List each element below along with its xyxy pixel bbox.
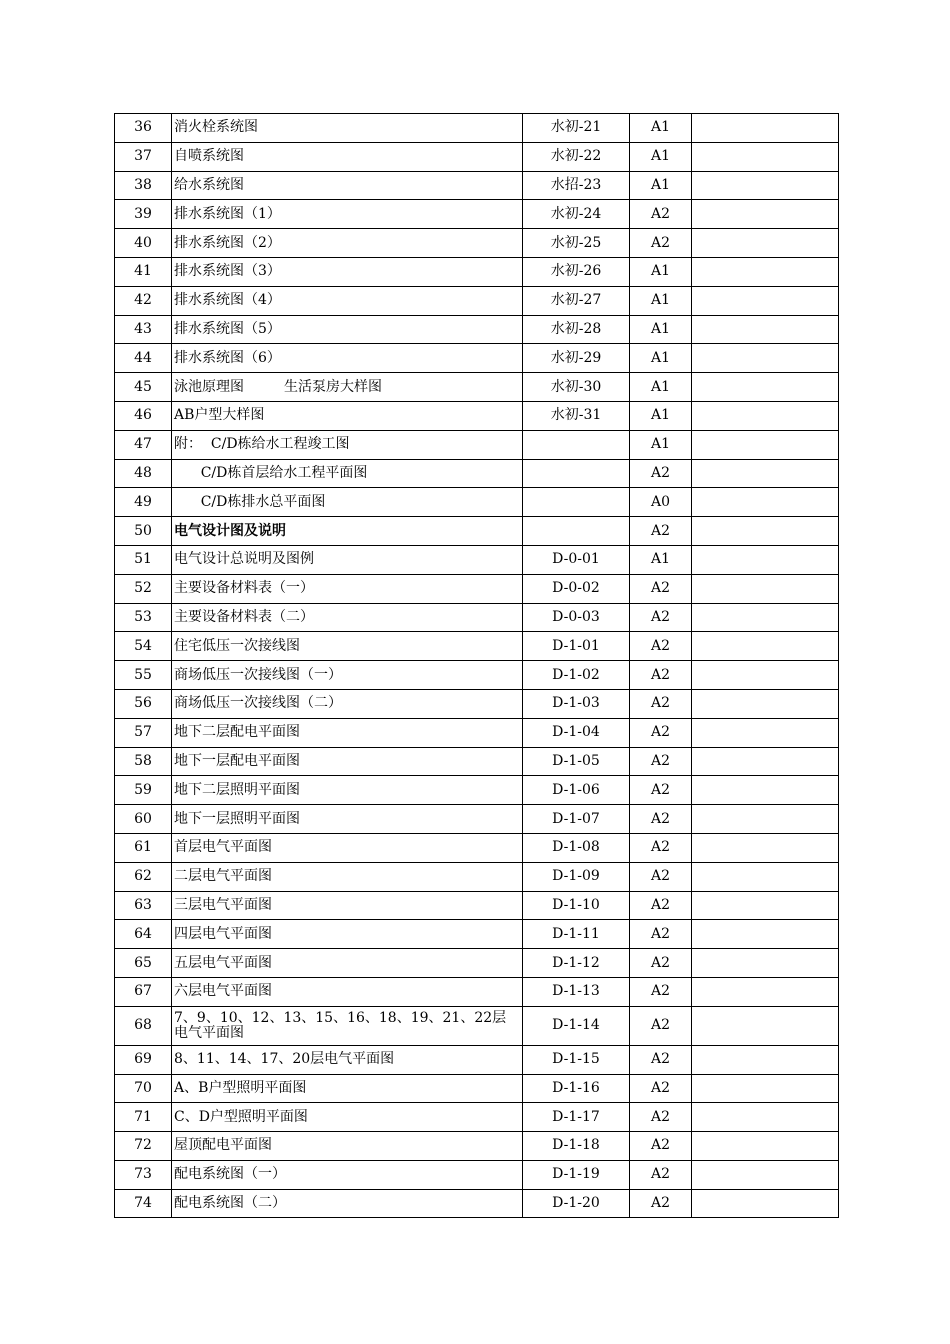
sheet-size-cell: A2 xyxy=(630,1045,692,1074)
remarks-cell xyxy=(692,1160,839,1189)
drawing-code-cell: D-1-11 xyxy=(523,920,630,949)
table-row xyxy=(115,747,839,776)
drawing-code-cell xyxy=(523,459,630,488)
drawing-code-cell: D-1-13 xyxy=(523,977,630,1006)
remarks-cell xyxy=(692,430,839,459)
drawing-code-cell: D-1-07 xyxy=(523,805,630,834)
table-row xyxy=(115,315,839,344)
row-number-cell: 56 xyxy=(115,689,172,718)
drawing-code-cell xyxy=(523,430,630,459)
row-number-cell: 69 xyxy=(115,1045,172,1074)
drawing-code-cell: 水初-26 xyxy=(523,257,630,286)
table-row xyxy=(115,430,839,459)
table-row xyxy=(115,344,839,373)
remarks-cell xyxy=(692,459,839,488)
drawing-code-cell: 水初-27 xyxy=(523,286,630,315)
row-number-cell: 47 xyxy=(115,430,172,459)
sheet-size-cell: A2 xyxy=(630,459,692,488)
drawing-code-cell: D-1-03 xyxy=(523,689,630,718)
table-row xyxy=(115,545,839,574)
sheet-size-cell: A2 xyxy=(630,920,692,949)
remarks-cell xyxy=(692,114,839,143)
row-number-cell: 68 xyxy=(115,1006,172,1045)
sheet-size-cell: A2 xyxy=(630,805,692,834)
drawing-title-cell: 给水系统图 xyxy=(172,171,523,200)
sheet-size-cell: A2 xyxy=(630,229,692,258)
drawing-title-cell: C/D栋首层给水工程平面图 xyxy=(172,459,523,488)
remarks-cell xyxy=(692,1074,839,1103)
table-row xyxy=(115,574,839,603)
table-row xyxy=(115,488,839,517)
drawing-title-cell: 排水系统图（5） xyxy=(172,315,523,344)
sheet-size-cell: A1 xyxy=(630,114,692,143)
sheet-size-cell: A2 xyxy=(630,833,692,862)
table-row xyxy=(115,1103,839,1132)
sheet-size-cell: A2 xyxy=(630,1189,692,1218)
row-number-cell: 58 xyxy=(115,747,172,776)
drawing-title-cell: 排水系统图（2） xyxy=(172,229,523,258)
row-number-cell: 61 xyxy=(115,833,172,862)
drawing-code-cell: D-0-03 xyxy=(523,603,630,632)
sheet-size-cell: A1 xyxy=(630,430,692,459)
remarks-cell xyxy=(692,1189,839,1218)
table-row xyxy=(115,603,839,632)
sheet-size-cell: A2 xyxy=(630,200,692,229)
drawing-title-cell: 自喷系统图 xyxy=(172,142,523,171)
row-number-cell: 63 xyxy=(115,891,172,920)
remarks-cell xyxy=(692,862,839,891)
table-row xyxy=(115,171,839,200)
drawing-title-cell: C/D栋排水总平面图 xyxy=(172,488,523,517)
sheet-size-cell: A1 xyxy=(630,315,692,344)
row-number-cell: 39 xyxy=(115,200,172,229)
sheet-size-cell: A2 xyxy=(630,574,692,603)
sheet-size-cell: A2 xyxy=(630,632,692,661)
remarks-cell xyxy=(692,286,839,315)
drawing-title-cell: AB户型大样图 xyxy=(172,401,523,430)
drawing-title-cell: 8、11、14、17、20层电气平面图 xyxy=(172,1045,523,1074)
drawing-code-cell: 水初-30 xyxy=(523,373,630,402)
drawing-title-cell: A、B户型照明平面图 xyxy=(172,1074,523,1103)
row-number-cell: 42 xyxy=(115,286,172,315)
drawing-code-cell: D-1-17 xyxy=(523,1103,630,1132)
row-number-cell: 54 xyxy=(115,632,172,661)
remarks-cell xyxy=(692,1045,839,1074)
sheet-size-cell: A2 xyxy=(630,776,692,805)
drawing-list-table xyxy=(114,113,839,1218)
row-number-cell: 55 xyxy=(115,661,172,690)
drawing-title-cell: 四层电气平面图 xyxy=(172,920,523,949)
table-row xyxy=(115,286,839,315)
row-number-cell: 36 xyxy=(115,114,172,143)
sheet-size-cell: A1 xyxy=(630,373,692,402)
table-row xyxy=(115,401,839,430)
table-row xyxy=(115,718,839,747)
row-number-cell: 52 xyxy=(115,574,172,603)
remarks-cell xyxy=(692,1006,839,1045)
drawing-title-cell: 三层电气平面图 xyxy=(172,891,523,920)
sheet-size-cell: A1 xyxy=(630,171,692,200)
row-number-cell: 70 xyxy=(115,1074,172,1103)
drawing-list-body xyxy=(115,114,839,1218)
drawing-title-cell: 排水系统图（6） xyxy=(172,344,523,373)
table-row xyxy=(115,949,839,978)
remarks-cell xyxy=(692,718,839,747)
remarks-cell xyxy=(692,401,839,430)
sheet-size-cell: A1 xyxy=(630,257,692,286)
drawing-title-cell: 六层电气平面图 xyxy=(172,977,523,1006)
table-row xyxy=(115,833,839,862)
drawing-code-cell: D-1-14 xyxy=(523,1006,630,1045)
drawing-title-cell: 住宅低压一次接线图 xyxy=(172,632,523,661)
drawing-code-cell: D-1-06 xyxy=(523,776,630,805)
sheet-size-cell: A2 xyxy=(630,862,692,891)
sheet-size-cell: A2 xyxy=(630,1160,692,1189)
drawing-code-cell: D-1-09 xyxy=(523,862,630,891)
sheet-size-cell: A2 xyxy=(630,977,692,1006)
row-number-cell: 73 xyxy=(115,1160,172,1189)
drawing-title-cell: 排水系统图（3） xyxy=(172,257,523,286)
row-number-cell: 67 xyxy=(115,977,172,1006)
drawing-title-cell: 首层电气平面图 xyxy=(172,833,523,862)
row-number-cell: 45 xyxy=(115,373,172,402)
table-row xyxy=(115,977,839,1006)
remarks-cell xyxy=(692,977,839,1006)
sheet-size-cell: A1 xyxy=(630,545,692,574)
table-row xyxy=(115,200,839,229)
row-number-cell: 57 xyxy=(115,718,172,747)
drawing-code-cell: 水初-21 xyxy=(523,114,630,143)
sheet-size-cell: A1 xyxy=(630,142,692,171)
drawing-code-cell: D-1-15 xyxy=(523,1045,630,1074)
drawing-title-cell: 商场低压一次接线图（一） xyxy=(172,661,523,690)
drawing-title-cell: 地下一层配电平面图 xyxy=(172,747,523,776)
remarks-cell xyxy=(692,315,839,344)
drawing-title-cell: 7、9、10、12、13、15、16、18、19、21、22层电气平面图 xyxy=(172,1006,523,1045)
row-number-cell: 48 xyxy=(115,459,172,488)
drawing-title-cell: 主要设备材料表（二） xyxy=(172,603,523,632)
sheet-size-cell: A2 xyxy=(630,1103,692,1132)
row-number-cell: 49 xyxy=(115,488,172,517)
drawing-code-cell: D-1-20 xyxy=(523,1189,630,1218)
table-row xyxy=(115,257,839,286)
row-number-cell: 71 xyxy=(115,1103,172,1132)
drawing-title-cell: 排水系统图（1） xyxy=(172,200,523,229)
remarks-cell xyxy=(692,689,839,718)
table-row xyxy=(115,1045,839,1074)
table-row xyxy=(115,373,839,402)
drawing-title-cell: 排水系统图（4） xyxy=(172,286,523,315)
remarks-cell xyxy=(692,603,839,632)
remarks-cell xyxy=(692,200,839,229)
row-number-cell: 64 xyxy=(115,920,172,949)
drawing-code-cell: D-0-01 xyxy=(523,545,630,574)
sheet-size-cell: A2 xyxy=(630,949,692,978)
drawing-code-cell: D-1-08 xyxy=(523,833,630,862)
table-row xyxy=(115,459,839,488)
row-number-cell: 41 xyxy=(115,257,172,286)
drawing-title-cell: 电气设计图及说明 xyxy=(172,517,523,546)
table-row xyxy=(115,862,839,891)
table-row xyxy=(115,114,839,143)
remarks-cell xyxy=(692,891,839,920)
remarks-cell xyxy=(692,632,839,661)
remarks-cell xyxy=(692,257,839,286)
row-number-cell: 37 xyxy=(115,142,172,171)
remarks-cell xyxy=(692,373,839,402)
drawing-code-cell: 水初-25 xyxy=(523,229,630,258)
drawing-code-cell: 水初-22 xyxy=(523,142,630,171)
drawing-code-cell: D-0-02 xyxy=(523,574,630,603)
drawing-title-cell: 附： C/D栋给水工程竣工图 xyxy=(172,430,523,459)
row-number-cell: 51 xyxy=(115,545,172,574)
row-number-cell: 62 xyxy=(115,862,172,891)
row-number-cell: 65 xyxy=(115,949,172,978)
remarks-cell xyxy=(692,747,839,776)
remarks-cell xyxy=(692,949,839,978)
drawing-title-cell: 商场低压一次接线图（二） xyxy=(172,689,523,718)
table-row xyxy=(115,805,839,834)
drawing-title-cell: 地下一层照明平面图 xyxy=(172,805,523,834)
drawing-code-cell: D-1-01 xyxy=(523,632,630,661)
sheet-size-cell: A2 xyxy=(630,1132,692,1161)
table-row xyxy=(115,1160,839,1189)
table-row xyxy=(115,689,839,718)
drawing-code-cell: D-1-12 xyxy=(523,949,630,978)
sheet-size-cell: A2 xyxy=(630,1074,692,1103)
drawing-code-cell: D-1-02 xyxy=(523,661,630,690)
remarks-cell xyxy=(692,142,839,171)
sheet-size-cell: A2 xyxy=(630,1006,692,1045)
table-row xyxy=(115,632,839,661)
drawing-title-cell: 五层电气平面图 xyxy=(172,949,523,978)
drawing-title-cell: 主要设备材料表（一） xyxy=(172,574,523,603)
drawing-code-cell: D-1-18 xyxy=(523,1132,630,1161)
remarks-cell xyxy=(692,805,839,834)
remarks-cell xyxy=(692,344,839,373)
row-number-cell: 53 xyxy=(115,603,172,632)
remarks-cell xyxy=(692,833,839,862)
sheet-size-cell: A2 xyxy=(630,603,692,632)
table-row xyxy=(115,891,839,920)
row-number-cell: 50 xyxy=(115,517,172,546)
table-row xyxy=(115,776,839,805)
sheet-size-cell: A2 xyxy=(630,517,692,546)
drawing-code-cell: 水初-24 xyxy=(523,200,630,229)
drawing-title-cell: 二层电气平面图 xyxy=(172,862,523,891)
sheet-size-cell: A1 xyxy=(630,344,692,373)
drawing-title-cell: 地下二层配电平面图 xyxy=(172,718,523,747)
remarks-cell xyxy=(692,920,839,949)
drawing-code-cell: 水招-23 xyxy=(523,171,630,200)
drawing-code-cell: 水初-29 xyxy=(523,344,630,373)
drawing-title-cell: C、D户型照明平面图 xyxy=(172,1103,523,1132)
table-row xyxy=(115,920,839,949)
table-row xyxy=(115,1189,839,1218)
remarks-cell xyxy=(692,776,839,805)
row-number-cell: 72 xyxy=(115,1132,172,1161)
remarks-cell xyxy=(692,545,839,574)
row-number-cell: 59 xyxy=(115,776,172,805)
remarks-cell xyxy=(692,229,839,258)
table-row xyxy=(115,229,839,258)
drawing-code-cell: D-1-05 xyxy=(523,747,630,776)
drawing-title-cell: 泳池原理图 生活泵房大样图 xyxy=(172,373,523,402)
drawing-code-cell xyxy=(523,488,630,517)
table-row xyxy=(115,517,839,546)
drawing-code-cell: 水初-31 xyxy=(523,401,630,430)
drawing-code-cell: D-1-19 xyxy=(523,1160,630,1189)
sheet-size-cell: A2 xyxy=(630,661,692,690)
sheet-size-cell: A2 xyxy=(630,891,692,920)
row-number-cell: 44 xyxy=(115,344,172,373)
sheet-size-cell: A0 xyxy=(630,488,692,517)
remarks-cell xyxy=(692,517,839,546)
drawing-code-cell: D-1-10 xyxy=(523,891,630,920)
table-row xyxy=(115,661,839,690)
row-number-cell: 40 xyxy=(115,229,172,258)
row-number-cell: 43 xyxy=(115,315,172,344)
table-row xyxy=(115,142,839,171)
row-number-cell: 60 xyxy=(115,805,172,834)
drawing-title-cell: 地下二层照明平面图 xyxy=(172,776,523,805)
remarks-cell xyxy=(692,661,839,690)
sheet-size-cell: A1 xyxy=(630,401,692,430)
drawing-title-cell: 配电系统图（二） xyxy=(172,1189,523,1218)
row-number-cell: 46 xyxy=(115,401,172,430)
remarks-cell xyxy=(692,1132,839,1161)
remarks-cell xyxy=(692,488,839,517)
drawing-code-cell xyxy=(523,517,630,546)
drawing-code-cell: 水初-28 xyxy=(523,315,630,344)
drawing-title-cell: 电气设计总说明及图例 xyxy=(172,545,523,574)
sheet-size-cell: A1 xyxy=(630,286,692,315)
remarks-cell xyxy=(692,1103,839,1132)
remarks-cell xyxy=(692,574,839,603)
table-row xyxy=(115,1006,839,1045)
drawing-code-cell: D-1-04 xyxy=(523,718,630,747)
table-row xyxy=(115,1132,839,1161)
drawing-title-cell: 消火栓系统图 xyxy=(172,114,523,143)
row-number-cell: 74 xyxy=(115,1189,172,1218)
drawing-title-cell: 配电系统图（一） xyxy=(172,1160,523,1189)
drawing-title-cell: 屋顶配电平面图 xyxy=(172,1132,523,1161)
remarks-cell xyxy=(692,171,839,200)
sheet-size-cell: A2 xyxy=(630,718,692,747)
sheet-size-cell: A2 xyxy=(630,747,692,776)
row-number-cell: 38 xyxy=(115,171,172,200)
table-row xyxy=(115,1074,839,1103)
sheet-size-cell: A2 xyxy=(630,689,692,718)
drawing-code-cell: D-1-16 xyxy=(523,1074,630,1103)
